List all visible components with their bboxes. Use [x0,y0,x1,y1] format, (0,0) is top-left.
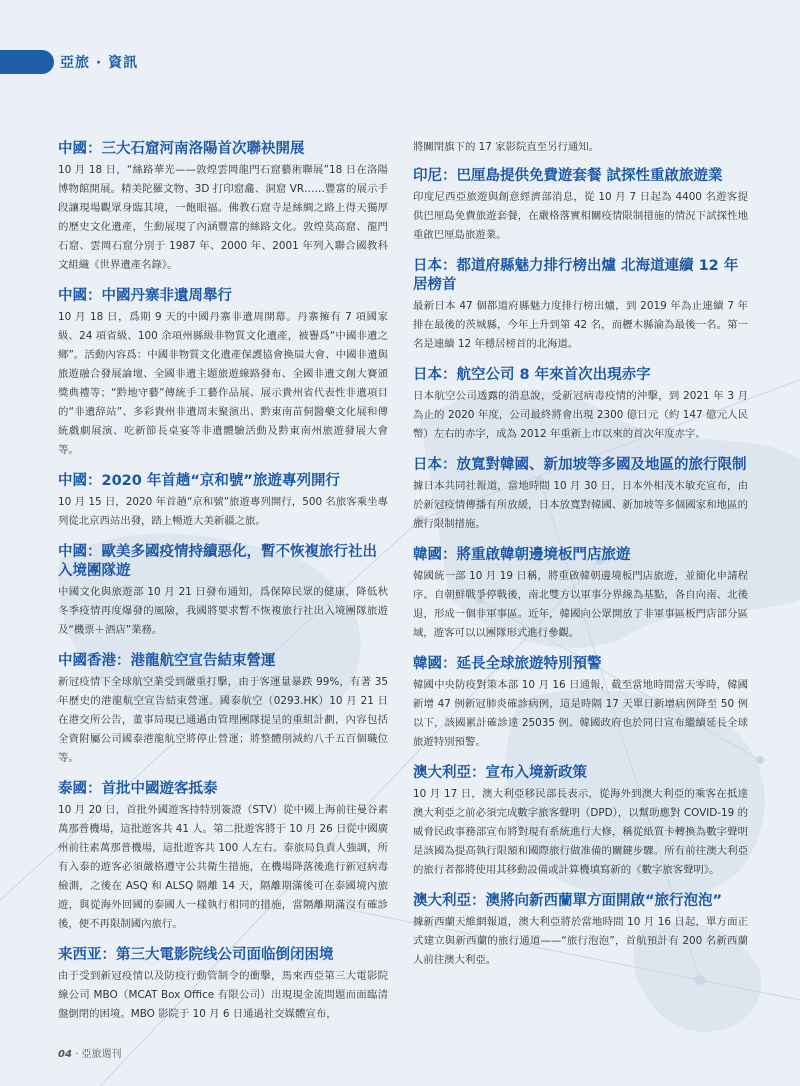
article [58,652,388,768]
article-headline: 中國：三大石窟河南洛陽首次聯袂開展 [58,141,305,157]
article-body: 最新日本 47 個都道府縣魅力度排行榜出爐，到 2019 年為止連續 7 年排在最後的茨城縣，今年上升到第 42 名，而櫪木縣淪為最後一名。第一名是連續 12 年穩居榜首的北海道。 [413,300,748,350]
article [58,140,388,275]
article-body: 據新西蘭天維網報道，澳大利亞將於當地時間 10 月 16 日起，單方面正式建立與新西蘭的旅行通道——“旅行泡泡”，首航預計有 200 名新西蘭人前往澳大利亞。 [413,916,748,966]
article [413,655,748,752]
article [413,167,748,245]
article [58,287,388,460]
article-headline: 日本：放寬對韓國、新加坡等多國及地區的旅行限制 [413,457,747,473]
article-headline: 韓國：延長全球旅遊特別預警 [413,656,602,672]
article-headline: 来西亚：第三大電影院线公司面临倒闭困境 [58,947,334,963]
left-column [58,140,388,1036]
article-body: 10 月 20 日，首批外國遊客持特別簽證（STV）從中國上海前往曼谷素萬那普機場，這批遊客共 41 人。第二批遊客將于 10 月 26 日從中國廣州前往素萬那普機場，這批遊客共 100 人左右。泰旅局負責人強調，所有入泰的遊客必須嚴格遵守公共衛生措施，在機場降落後進行新冠病毒檢測，之後在 ASQ 和 ALSQ 隔離 14 天，隔離期滿後可在泰國境內旅遊，與從海外回國的泰國人一樣執行相同的措施，當隔離期滿沒有確診後，便不再限制國內旅行。 [58,804,388,930]
article [413,546,748,643]
page-header [0,48,800,78]
article-body: 印度尼西亞旅遊與創意經濟部消息，從 10 月 7 日起為 4400 名遊客提供巴厘島免費旅遊套餐，在嚴格落實相關疫情限制措施的情況下試探性地重啟巴厘島旅遊業。 [413,191,748,241]
article-headline: 澳大利亞：澳將向新西蘭單方面開啟“旅行泡泡” [413,893,723,909]
article-headline: 日本：都道府縣魅力排行榜出爐 北海道連續 12 年居榜首 [413,258,739,293]
article-body: 日本航空公司透露的消息說，受新冠病毒疫情的沖擊，到 2021 年 3 月為止的 2020 年度，公司最終將會出現 2300 億日元（約 147 億元人民幣）左右的赤字，成為 2012 年重新上市以來的首次年度赤字。 [413,390,748,440]
article [58,946,388,1024]
article [58,543,388,640]
section-label: 亞旅 · 資訊 [60,55,139,71]
article-headline: 中國：歐美多國疫情持續惡化，暫不恢複旅行社出入境團隊遊 [58,544,377,579]
article-continuation: 將關閉旗下的 17 家影院直至另行通知。 [413,141,600,153]
article-body: 據日本共同社報道，當地時間 10 月 30 日，日本外相茂木敏充宣布，由於新冠疫情傳播有所放緩，日本放寬對韓國、新加坡等多個國家和地區的旅行限制措施。 [413,480,748,530]
article [58,780,388,934]
article-headline: 澳大利亞：宣布入境新政策 [413,765,587,781]
article-headline: 韓國：將重啟韓朝邊境板門店旅遊 [413,547,631,563]
article-body: 中國文化與旅遊部 10 月 21 日發布通知，爲保障民眾的健康，降低秋冬季疫情再度爆發的風險，我國將要求暫不恢複旅行社出入境團隊旅遊及“機票＋酒店”業務。 [58,586,388,636]
article-body: 韓國統一部 10 月 19 日稱，將重啟韓朝邊境板門店旅遊，並簡化申請程序。自朝鮮戰爭停戰後，南北雙方以軍事分界線為基點，各自向南、北後退，形成一個非軍事區。近年，韓國向公眾開放了非軍事區板門店部分區域，遊客可以以團隊形式進行參觀。 [413,570,748,639]
article [58,472,388,531]
article-headline: 日本：航空公司 8 年來首次出現赤字 [413,367,651,383]
article-headline: 中國香港：港龍航空宣告結束營運 [58,653,276,669]
page-number: 04 [58,1049,72,1060]
page-footer [58,1045,121,1060]
article-headline: 印尼：巴厘島提供免費遊套餐 試探性重啟旅遊業 [413,168,723,184]
article [413,892,748,970]
article-headline: 中國：2020 年首趟“京和號”旅遊專列開行 [58,473,340,489]
article [413,257,748,354]
section-tab-marker [0,50,54,74]
article-headline: 泰國：首批中國遊客抵泰 [58,781,218,797]
article-body: 10 月 15 日，2020 年首趟“京和號”旅遊專列開行，500 名旅客乘坐專列從北京西站出發，踏上暢遊大美新疆之旅。 [58,496,388,527]
article [413,366,748,444]
article [413,764,748,880]
publication-name: · 亞旅週刊 [75,1049,122,1060]
article-body: 10 月 17 日，澳大利亞移民部長表示，從海外到澳大利亞的乘客在抵達澳大利亞之前必須完成數字旅客聲明（DPD），以幫助應對 COVID-19 的威脅民政事務部宣布將對現有系統進行大修，稱從紙質卡轉換為數字聲明是該國為提高執行限額和國際旅行做准備的關鍵步驟。所有前往澳大利亞的旅行者都將使用其移動設備或計算機填寫新的《數字旅客聲明》。 [413,788,748,876]
right-column [413,138,748,982]
article-body: 10 月 18 日，爲期 9 天的中國丹寨非遺周開幕。丹寨擁有 7 項國家級、24 項省級、100 余項州縣級非物質文化遺產，被譽爲“中國非遺之鄉”。活動內容爲：中國非物質文化遺產保護協會換屆大會、中國非遺與旅遊融合發展論壇、全國非遺主題旅遊線路發布、全國非遺文創大賽頒獎典禮等；“黔地守藝”傳統手工藝作品展、展示貴州省代表性非遺項目的“非遺辞站”、多彩貴州非遺周末聚演出、黔東南苗侗醫藥文化展和傳統戲劇展演、吃新節長桌宴等非遺體驗活動及黔東南州旅遊發展大會等。 [58,311,388,456]
article-body: 由于受到新冠疫情以及防疫行動管制令的衝擊，馬來西亞第三大電影院線公司 MBO（MCAT Box Office 有限公司）出現現金流問題而面臨清盤倒閉的困境。MBO 影院于 10 月 6 日通過社交媒體宣布， [58,970,388,1020]
article-headline: 中國：中國丹寨非遺周舉行 [58,288,232,304]
article-body: 新冠疫情下全球航空業受到嚴重打擊，由于客運量暴跌 99%，有著 35 年歷史的港龍航空宣告結束營運。國泰航空（0293.HK）10 月 21 日在港交所公告，董事局現已通過由管理團隊提呈的重組計劃，內容包括全資附屬公司國泰港龍航空將停止營運；將整體削減約八千五百個職位等。 [58,676,388,764]
article [413,456,748,534]
article-body: 韓國中央防疫對策本部 10 月 16 日通報，截至當地時間當天零時，韓國新增 47 例新冠肺炎確診病例，這是時隔 17 天單日新增病例降至 50 例以下，該國累計確診達 25035 例。韓國政府也於同日宣布繼續延長全球旅遊特別預警。 [413,679,748,748]
article-body: 10 月 18 日，“絲路華光——敦煌雲岡龍門石窟藝術聯展”18 日在洛陽博物館開展。精美陀羅文物、3D 打印窟龕、洞窟 VR……豐富的展示手段讓現場觀眾身臨其境，一飽眼福。佛教石窟寺是絲綢之路上得天獨厚的歷史文化遺產，生動展現了內涵豐富的絲路文化。敦煌莫高窟、龍門石窟、雲岡石窟分別于 1987 年、2000 年、2001 年列入聯合國教科文組織《世界遺產名錄》。 [58,164,388,271]
